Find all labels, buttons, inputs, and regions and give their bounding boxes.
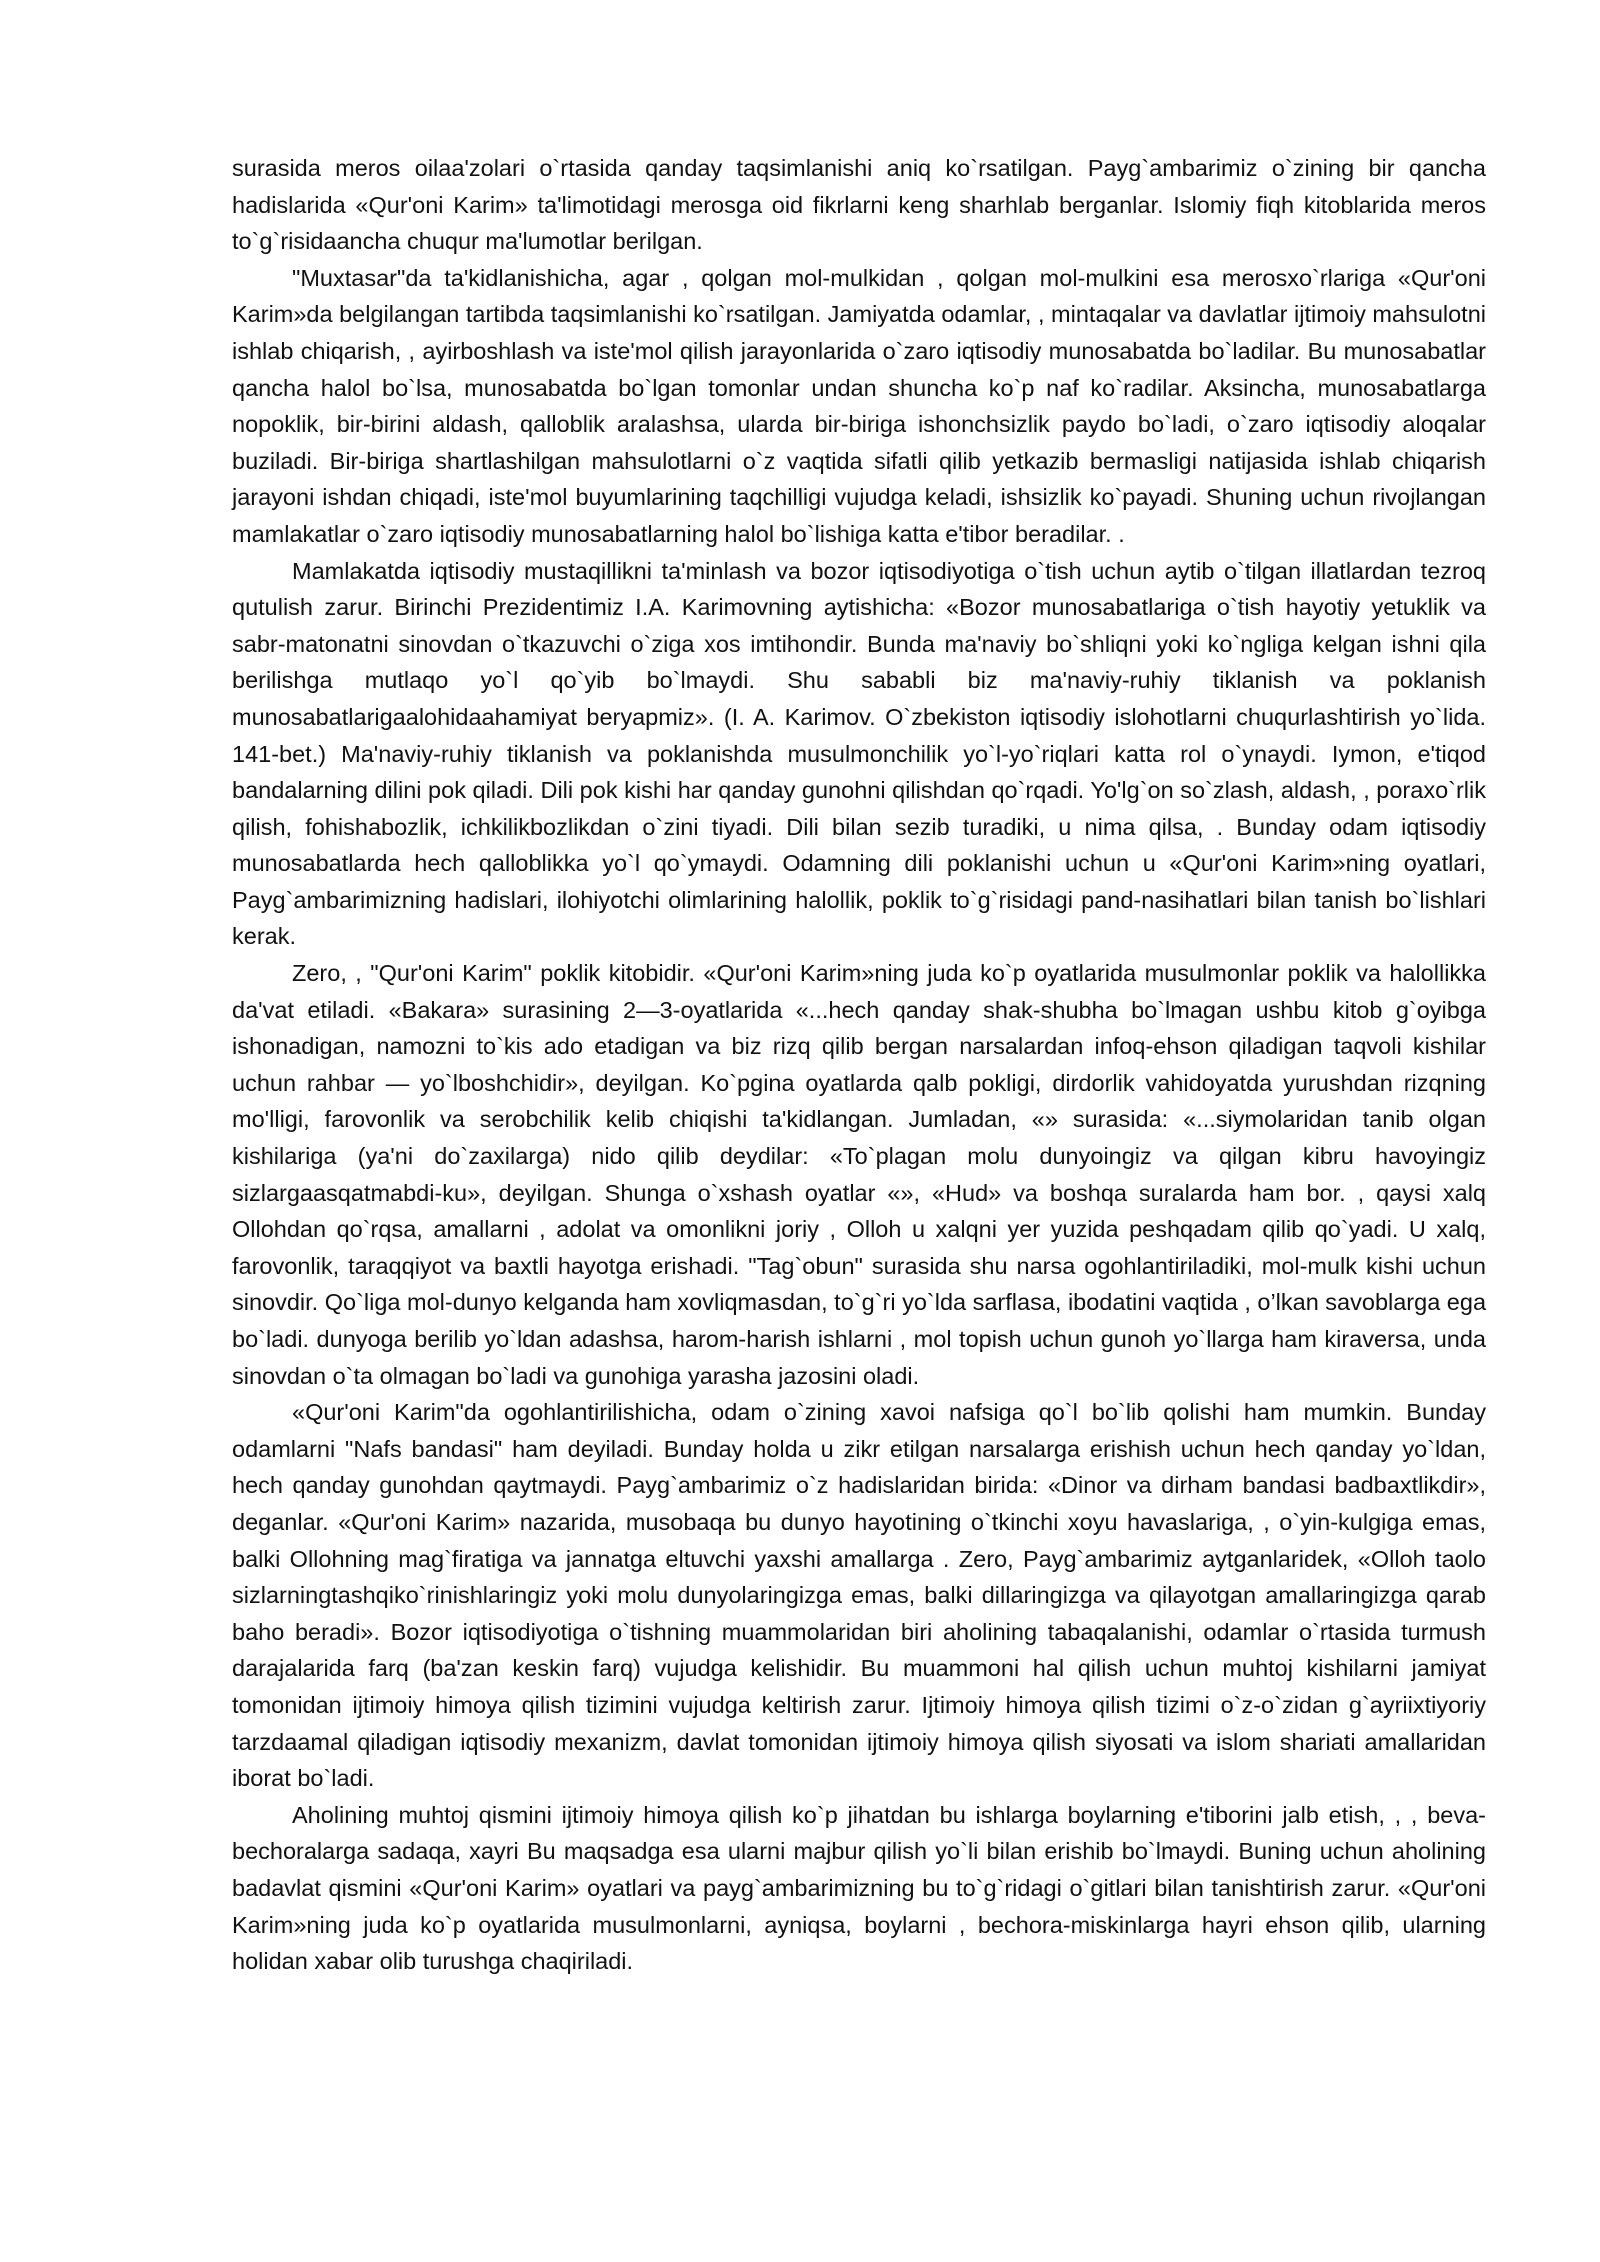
paragraph-6: Aholining muhtoj qismini ijtimoiy himoya qilish ko`p jihatdan bu ishlarga boylarning e'tiborini jalb etish, , , beva-bechoralarga sadaqa, xayri Bu maqsadga esa ularni majbur qilish yo`li bilan erishib bo`lmaydi. Buning uchun aholining badavlat qismini «Qur'oni Karim» oyatlari va payg`ambarimizning bu to`g`ridagi o`gitlari bilan tanishtirish zarur. «Qur'oni Karim»ning juda ko`p oyatlarida musulmonlarni, ayniqsa, boylarni , bechora-miskinlarga hayri ehson qilib, ularning holidan xabar olib turushga chaqiriladi.	[232, 1801, 1486, 1975]
paragraph-3: Mamlakatda iqtisodiy mustaqillikni ta'minlash va bozor iqtisodiyotiga o`tish uchun aytib o`tilgan illatlardan tezroq qutulish zarur. Birinchi Prezidentimiz I.A. Karimovning aytishicha: «Bozor munosabatlariga o`tish hayotiy yetuklik va sabr-matonatni sinovdan o`tkazuvchi o`ziga xos imtihondir. Bunda ma'naviy bo`shliqni yoki ko`ngliga kelgan ishni qila berilishga mutlaqo yo`l qo`yib bo`lmaydi. Shu sababli biz ma'naviy-ruhiy tiklanish va poklanish munosabatlarigaalohidaahamiyat beryapmiz». (I. A. Karimov. O`zbekiston iqtisodiy islohotlarni chuqurlashtirish yo`lida. 141-bet.) Ma'naviy-ruhiy tiklanish va poklanishda musulmonchilik yo`l-yo`riqlari katta rol o`ynaydi. Iymon, e'tiqod bandalarning dilini pok qiladi. Dili pok kishi har qanday gunohni qilishdan qo`rqadi. Yo'lg`on so`zlash, aldash, , poraxo`rlik qilish, fohishabozlik, ichkilikbozlikdan o`zini tiyadi. Dili bilan sezib turadiki, u nima qilsa, . Bunday odam iqtisodiy munosabatlarda hech qalloblikka yo`l qo`ymaydi. Odamning dili poklanishi uchun u «Qur'oni Karim»ning oyatlari, Payg`ambarimizning hadislari, ilohiyotchi olimlarining halollik, poklik to`g`risidagi pand-nasihatlari bilan tanish bo`lishlari kerak.	[232, 557, 1486, 950]
document-body	[232, 150, 1486, 1980]
paragraph-2: "Muxtasar"da ta'kidlanishicha, agar , qolgan mol-mulkidan , qolgan mol-mulkini esa merosxo`rlariga «Qur'oni Karim»da belgilangan tartibda taqsimlanishi ko`rsatilgan. Jamiyatda odamlar, , mintaqalar va davlatlar ijtimoiy mahsulotni ishlab chiqarish, , ayirboshlash va iste'mol qilish jarayonlarida o`zaro iqtisodiy munosabatda bo`ladilar. Bu munosabatlar qancha halol bo`lsa, munosabatda bo`lgan tomonlar undan shuncha ko`p naf ko`radilar. Aksincha, munosabatlarga nopoklik, bir-birini aldash, qalloblik aralashsa, ularda bir-biriga ishonchsizlik paydo bo`ladi, o`zaro iqtisodiy aloqalar buziladi. Bir-biriga shartlashilgan mahsulotlarni o`z vaqtida sifatli qilib yetkazib bermasligi natijasida ishlab chiqarish jarayoni ishdan chiqadi, iste'mol buyumlarining taqchilligi vujudga keladi, ishsizlik ko`payadi. Shuning uchun rivojlangan mamlakatlar o`zaro iqtisodiy munosabatlarning halol bo`lishiga katta e'tibor beradilar. .	[232, 264, 1486, 547]
paragraph-5: «Qur'oni Karim"da ogohlantirilishicha, odam o`zining xavoi nafsiga qo`l bo`lib qolishi ham mumkin. Bunday odamlarni "Nafs bandasi" ham deyiladi. Bunday holda u zikr etilgan narsalarga erishish uchun hech qanday yo`ldan, hech qanday gunohdan qaytmaydi. Payg`ambarimiz o`z hadislaridan birida: «Dinor va dirham bandasi badbaxtlikdir», deganlar. «Qur'oni Karim» nazarida, musobaqa bu dunyo hayotining o`tkinchi xoyu havaslariga, , o`yin-kulgiga emas, balki Ollohning mag`firatiga va jannatga eltuvchi yaxshi amallarga . Zero, Payg`ambarimiz aytganlaridek, «Olloh taolo sizlarningtashqiko`rinishlaringiz yoki molu dunyolaringizga emas, balki dillaringizga va qilayotgan amallaringizga qarab baho beradi». Bozor iqtisodiyotiga o`tishning muammolaridan biri aholining tabaqalanishi, odamlar o`rtasida turmush darajalarida farq (ba'zan keskin farq) vujudga kelishidir. Bu muammoni hal qilish uchun muhtoj kishilarni jamiyat tomonidan ijtimoiy himoya qilish tizimini vujudga keltirish zarur. Ijtimoiy himoya qilish tizimi o`z-o`zidan g`ayriixtiyoriy tarzdaamal qiladigan iqtisodiy mexanizm, davlat tomonidan ijtimoiy himoya qilish siyosati va islom shariati amallaridan iborat bo`ladi.	[232, 1399, 1486, 1792]
paragraph-1: surasida meros oilaa'zolari o`rtasida qanday taqsimlanishi aniq ko`rsatilgan. Payg`ambarimiz o`zining bir qancha hadislarida «Qur'oni Karim» ta'limotidagi merosga oid fikrlarni keng sharhlab berganlar. Islomiy fiqh kitoblarida meros to`g`risidaancha chuqur ma'lumotlar berilgan.	[232, 155, 1486, 255]
paragraph-4: Zero, , "Qur'oni Karim" poklik kitobidir. «Qur'oni Karim»ning juda ko`p oyatlarida musulmonlar poklik va halollikka da'vat etiladi. «Bakara» surasining 2—3-oyatlarida «...hech qanday shak-shubha bo`lmagan ushbu kitob g`oyibga ishonadigan, namozni to`kis ado etadigan va biz rizq qilib bergan narsalardan infoq-ehson qiladigan taqvoli kishilar uchun rahbar — yo`lboshchidir», deyilgan. Ko`pgina oyatlarda qalb pokligi, dirdorlik vahidoyatda yurushdan rizqning mo'lligi, farovonlik va serobchilik kelib chiqishi ta'kidlangan. Jumladan, «» surasida: «...siymolaridan tanib olgan kishilariga (ya'ni do`zaxilarga) nido qilib deydilar: «To`plagan molu dunyoingiz va qilgan kibru havoyingiz sizlargaasqatmabdi-ku», deyilgan. Shunga o`xshash oyatlar «», «Hud» va boshqa suralarda ham bor. , qaysi xalq Ollohdan qo`rqsa, amallarni , adolat va omonlikni joriy , Olloh u xalqni yer yuzida peshqadam qilib qo`yadi. U xalq, farovonlik, taraqqiyot va baxtli hayotga erishadi. "Tag`obun" surasida shu narsa ogohlantiriladiki, mol-mulk kishi uchun sinovdir. Qo`liga mol-dunyo kelganda ham xovliqmasdan, to`g`ri yo`lda sarflasa, ibodatini vaqtida , o’lkan savoblarga ega bo`ladi. dunyoga berilib yo`ldan adashsa, harom-harish ishlarni , mol topish uchun gunoh yo`llarga ham kiraversa, unda sinovdan o`ta olmagan bo`ladi va gunohiga yarasha jazosini oladi.	[232, 960, 1487, 1389]
